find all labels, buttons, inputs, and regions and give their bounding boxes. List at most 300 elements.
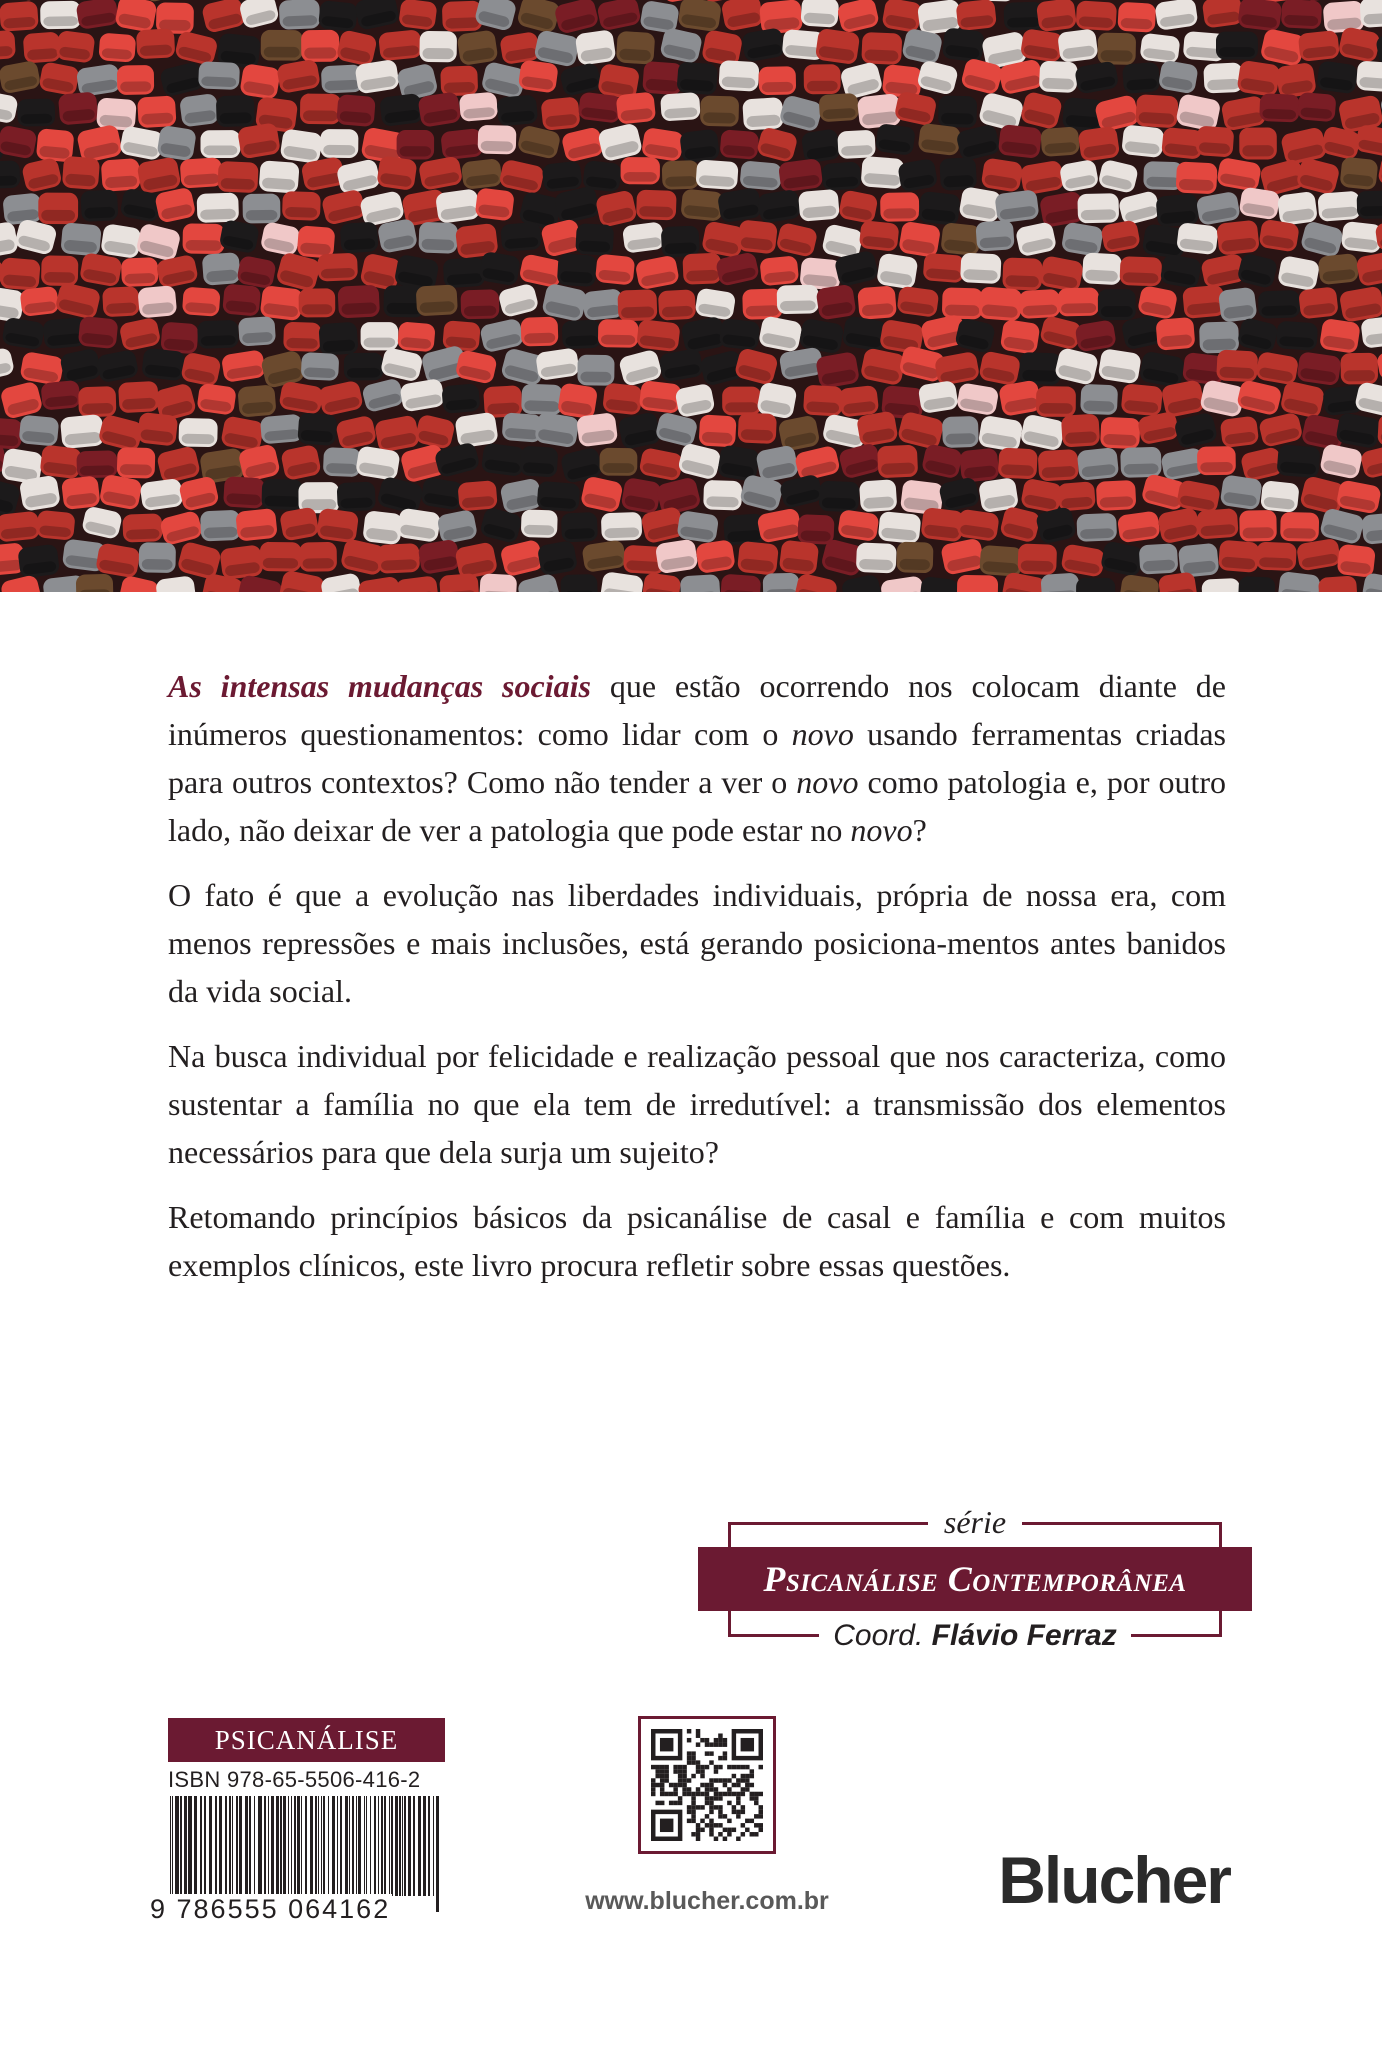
fabric-loop-shade: [578, 240, 610, 252]
blurb-text: ?: [912, 812, 927, 848]
qr-finder-center: [660, 1819, 673, 1832]
fabric-loop: [19, 475, 61, 512]
qr-module: [669, 1783, 673, 1787]
qr-module: [709, 1810, 713, 1814]
fabric-loop-shade: [619, 48, 651, 61]
qr-module: [696, 1787, 700, 1791]
fabric-loop-shade: [1146, 177, 1179, 188]
qr-module: [714, 1778, 718, 1782]
qr-module: [718, 1778, 722, 1782]
qr-module: [691, 1756, 695, 1760]
fabric-loop-shade: [1021, 560, 1054, 572]
fabric-loop-shade: [226, 493, 261, 506]
barcode-bar: [184, 1796, 187, 1896]
fabric-loop: [778, 158, 823, 192]
fabric-loop-shade: [1042, 466, 1076, 479]
qr-module: [754, 1814, 758, 1818]
barcode-bar: [399, 1796, 401, 1896]
qr-module: [714, 1805, 718, 1809]
fabric-loop: [456, 29, 498, 66]
fabric-loop: [260, 285, 304, 321]
barcode-bar: [391, 1796, 393, 1896]
blurb-paragraph-3: Na busca individual por felicidade e realização pessoal que nos caracteriza, como sustentar a família no que ela tem de irredutível: a transmissão dos elementos necessários para que dela surja um sujeito?: [168, 1038, 1226, 1170]
qr-module: [709, 1783, 713, 1787]
fabric-loop-shade: [943, 175, 974, 188]
qr-module: [700, 1819, 704, 1823]
fabric-loop-shade: [863, 496, 894, 509]
fabric-loop-shade: [746, 305, 780, 317]
barcode-bar: [349, 1796, 350, 1896]
qr-module: [723, 1792, 727, 1796]
fabric-loop-shade: [1243, 527, 1274, 538]
qr-module: [705, 1801, 709, 1805]
qr-module: [709, 1751, 713, 1755]
qr-module: [673, 1783, 677, 1787]
qr-module: [709, 1819, 713, 1823]
fabric-loop-shade: [686, 270, 719, 282]
fabric-loop-shade: [706, 496, 739, 507]
qr-module: [723, 1828, 727, 1832]
qr-module: [718, 1810, 722, 1814]
barcode-bar: [364, 1796, 365, 1896]
barcode-bar: [294, 1796, 296, 1896]
fabric-loop-shade: [762, 82, 793, 93]
barcode-bar: [389, 1796, 390, 1896]
qr-module: [727, 1828, 731, 1832]
fabric-loop: [636, 319, 681, 352]
fabric-loop-shade: [664, 242, 696, 254]
barcode-bar: [404, 1796, 406, 1896]
fabric-loop-shade: [341, 302, 377, 315]
fabric-loop-shade: [1344, 370, 1375, 381]
fabric-loop-shade: [304, 47, 336, 58]
fabric-loop: [981, 157, 1024, 192]
fabric-loop-shade: [1103, 434, 1137, 446]
fabric-loop: [454, 412, 499, 449]
barcode-bar: [310, 1796, 313, 1896]
qr-module: [691, 1792, 695, 1796]
fabric-loop-shade: [741, 429, 774, 441]
qr-module: [678, 1765, 682, 1769]
fabric-loop-shade: [945, 305, 980, 317]
qr-module: [723, 1783, 727, 1787]
qr-module: [736, 1792, 740, 1796]
fabric-loop: [76, 574, 114, 592]
fabric-loop-shade: [126, 529, 160, 540]
qr-module: [673, 1787, 677, 1791]
qr-module: [696, 1769, 700, 1773]
qr-module: [655, 1801, 659, 1805]
qr-module: [709, 1796, 713, 1800]
fabric-loop-shade: [1284, 15, 1318, 27]
woven-fabric-rug-photo: [0, 0, 1382, 592]
fabric-loop: [379, 93, 423, 127]
fabric-loop-shade: [1080, 528, 1114, 539]
barcode-bar: [194, 1796, 197, 1896]
qr-module: [696, 1729, 700, 1733]
qr-module: [700, 1774, 704, 1778]
fabric-loop: [1316, 60, 1358, 94]
qr-module: [669, 1801, 673, 1805]
qr-module: [723, 1756, 727, 1760]
fabric-loop-shade: [326, 463, 358, 474]
series-word: série: [698, 1502, 1252, 1542]
fabric-loop-shade: [1007, 17, 1040, 28]
barcode-bar: [204, 1796, 206, 1896]
coord-prefix: Coord.: [833, 1619, 924, 1652]
qr-module: [682, 1783, 686, 1787]
fabric-loop: [139, 478, 183, 511]
fabric-loop-shade: [603, 463, 635, 473]
qr-module: [714, 1792, 718, 1796]
fabric-loop: [801, 128, 841, 163]
fabric-loop-shade: [523, 462, 555, 474]
fabric-loop-shade: [444, 82, 475, 93]
qr-module: [709, 1832, 713, 1836]
fabric-loop-shade: [822, 497, 856, 509]
publisher-website[interactable]: www.blucher.com.br: [585, 1887, 829, 1915]
qr-module: [673, 1801, 677, 1805]
fabric-loop: [179, 93, 220, 127]
fabric-loop: [680, 574, 721, 592]
qr-module: [673, 1765, 677, 1769]
fabric-loop: [280, 128, 323, 164]
fabric-loop: [542, 161, 583, 193]
fabric-loop-shade: [1179, 179, 1214, 192]
barcode-bar: [384, 1796, 386, 1896]
qr-module: [727, 1801, 731, 1805]
subject-badge: PSICANÁLISE: [168, 1718, 445, 1762]
qr-module: [660, 1783, 664, 1787]
qr-module: [687, 1778, 691, 1782]
fabric-loop: [481, 443, 526, 477]
qr-module: [691, 1751, 695, 1755]
fabric-loop: [876, 253, 919, 290]
fabric-loop-shade: [420, 301, 455, 313]
qr-code-icon: [651, 1729, 763, 1841]
qr-module: [687, 1751, 691, 1755]
fabric-loop-shade: [524, 525, 554, 536]
fabric-loop-shade: [105, 175, 138, 188]
qr-module: [655, 1783, 659, 1787]
qr-module: [741, 1765, 745, 1769]
qr-module: [750, 1774, 754, 1778]
qr-module: [705, 1765, 709, 1769]
fabric-loop-shade: [702, 432, 733, 444]
qr-module: [745, 1787, 749, 1791]
qr-module: [669, 1792, 673, 1796]
fabric-loop-shade: [945, 433, 975, 445]
fabric-loop-shade: [580, 372, 611, 383]
emphasis: novo: [850, 812, 913, 848]
barcode-bar: [328, 1796, 329, 1896]
fabric-loop: [1220, 474, 1263, 510]
fabric-loop-shade: [1101, 306, 1133, 317]
qr-module: [736, 1796, 740, 1800]
barcode-bar: [301, 1796, 302, 1896]
qr-module: [736, 1837, 740, 1841]
qr-module: [651, 1792, 655, 1796]
qr-module: [687, 1760, 691, 1764]
qr-module: [727, 1832, 731, 1836]
fabric-loop-shade: [141, 112, 173, 125]
qr-module: [705, 1783, 709, 1787]
fabric-loop-shade: [264, 496, 299, 508]
qr-module: [664, 1765, 668, 1769]
fabric-loop-shade: [1100, 50, 1132, 62]
qr-module: [750, 1783, 754, 1787]
qr-module: [723, 1837, 727, 1841]
qr-module: [700, 1769, 704, 1773]
qr-module: [759, 1828, 763, 1832]
qr-module: [732, 1765, 736, 1769]
qr-module: [696, 1765, 700, 1769]
fabric-loop-shade: [323, 145, 355, 155]
fabric-loop-shade: [1360, 206, 1382, 217]
qr-module: [660, 1792, 664, 1796]
qr-module: [660, 1765, 664, 1769]
fabric-loop: [957, 575, 999, 592]
fabric-loop: [435, 188, 481, 224]
blurb-text: como patologia e, por outro lado, não deixar de ver a patologia que pode estar no: [168, 764, 1227, 848]
qr-module: [714, 1823, 718, 1827]
fabric-loop: [1220, 416, 1260, 449]
qr-module: [709, 1823, 713, 1827]
fabric-loop: [1057, 28, 1098, 63]
qr-module: [696, 1742, 700, 1746]
qr-module: [696, 1805, 700, 1809]
qr-module: [651, 1783, 655, 1787]
qr-module: [696, 1832, 700, 1836]
fabric-loop-shade: [639, 206, 673, 218]
qr-module: [727, 1765, 731, 1769]
qr-module: [655, 1774, 659, 1778]
fabric-loop: [998, 124, 1043, 159]
qr-module: [705, 1796, 709, 1800]
qr-module: [745, 1774, 749, 1778]
fabric-loop-shade: [1081, 209, 1116, 220]
qr-module: [682, 1792, 686, 1796]
fabric-loop-shade: [303, 558, 334, 569]
qr-module: [696, 1823, 700, 1827]
qr-module: [687, 1810, 691, 1814]
fabric-loop-shade: [84, 207, 115, 219]
fabric-loop-shade: [565, 335, 598, 346]
qr-module: [723, 1738, 727, 1742]
qr-module: [709, 1828, 713, 1832]
fabric-loop: [461, 158, 503, 190]
qr-module: [687, 1756, 691, 1760]
fabric-loop-shade: [201, 335, 236, 346]
blurb-paragraph-2: O fato é que a evolução nas liberdades individuais, própria de nossa era, com menos repressões e mais inclusões, está gerando posiciona-mentos antes banidos da vida social.: [168, 877, 1226, 1009]
fabric-loop-shade: [807, 81, 838, 92]
fabric-loop-shade: [387, 303, 422, 315]
qr-module: [691, 1810, 695, 1814]
fabric-loop-shade: [1121, 18, 1153, 30]
blurb-paragraph-4: Retomando princípios básicos da psicanálise de casal e família e com muitos exemplos clínicos, este livro procura refletir sobre essas questões.: [168, 1199, 1226, 1283]
barcode-bar: [297, 1796, 300, 1896]
qr-module: [714, 1765, 718, 1769]
fabric-loop-shade: [219, 112, 251, 124]
blurb-text: que estão ocorrendo nos colocam diante de inúmeros questionamentos: como lidar com o: [168, 668, 1227, 752]
qr-module: [664, 1778, 668, 1782]
fabric-loop-shade: [722, 76, 756, 88]
fabric-loop-shade: [140, 44, 172, 56]
fabric-loop-shade: [303, 110, 338, 121]
qr-module: [718, 1756, 722, 1760]
blurb-lead: As intensas mudanças sociais: [168, 668, 591, 704]
emphasis: novo: [796, 764, 859, 800]
qr-module: [745, 1828, 749, 1832]
qr-module: [682, 1769, 686, 1773]
fabric-loop-shade: [445, 17, 479, 29]
qr-module: [705, 1751, 709, 1755]
qr-module: [727, 1792, 731, 1796]
cover-photo: [0, 0, 1382, 592]
fabric-loop-shade: [725, 402, 758, 412]
qr-module: [754, 1801, 758, 1805]
qr-module: [691, 1819, 695, 1823]
qr-module: [754, 1792, 758, 1796]
qr-module: [705, 1814, 709, 1818]
qr-module: [741, 1792, 745, 1796]
fabric-loop-shade: [1061, 303, 1096, 313]
fabric-loop: [622, 221, 665, 253]
qr-module: [732, 1828, 736, 1832]
qr-module: [723, 1778, 727, 1782]
fabric-loop-shade: [421, 239, 454, 251]
qr-module: [741, 1787, 745, 1791]
fabric-loop-shade: [524, 400, 559, 412]
qr-module: [705, 1823, 709, 1827]
fabric-loop-shade: [204, 527, 238, 539]
fabric-loop-shade: [142, 559, 173, 570]
fabric-loop: [1236, 60, 1280, 97]
barcode-bar: [315, 1796, 317, 1896]
barcode-bar: [433, 1796, 434, 1896]
fabric-loop: [1077, 126, 1120, 162]
fabric-loop-shade: [321, 268, 355, 279]
barcode-bar: [340, 1796, 342, 1896]
qr-module: [682, 1774, 686, 1778]
fabric-loop-shade: [800, 530, 831, 542]
fabric-loop-shade: [304, 367, 336, 378]
emphasis: novo: [791, 716, 854, 752]
qr-module: [691, 1760, 695, 1764]
fabric-loop-shade: [400, 146, 432, 156]
fabric-loop-shade: [1203, 339, 1237, 351]
qr-module: [754, 1832, 758, 1836]
qr-module: [691, 1796, 695, 1800]
qr-module: [759, 1792, 763, 1796]
fabric-loop-shade: [481, 141, 513, 152]
qr-module: [687, 1787, 691, 1791]
blurb-text: usando ferramentas criadas para outros contextos? Como não tender a ver o: [168, 716, 1227, 800]
qr-module: [736, 1801, 740, 1805]
fabric-loop: [55, 30, 95, 64]
fabric-loop-shade: [841, 145, 873, 156]
qr-module: [750, 1832, 754, 1836]
fabric-loop: [1238, 576, 1276, 592]
fabric-loop: [239, 63, 281, 100]
fabric-loop-shade: [560, 271, 593, 284]
fabric-loop-shade: [883, 208, 916, 219]
qr-module: [687, 1738, 691, 1742]
qr-module: [745, 1765, 749, 1769]
barcode-bar: [332, 1796, 335, 1896]
fabric-loop: [578, 92, 623, 124]
fabric-loop-shade: [41, 210, 75, 221]
barcode-bar: [215, 1796, 217, 1896]
fabric-loop-shade: [1005, 275, 1039, 287]
qr-module: [723, 1814, 727, 1818]
qr-finder-center: [660, 1738, 673, 1751]
qr-module: [696, 1837, 700, 1841]
fabric-loop-shade: [621, 306, 654, 318]
fabric-loop-shade: [1138, 112, 1174, 125]
fabric-loop-shade: [1123, 272, 1159, 283]
fabric-loop-shade: [1124, 463, 1159, 475]
publisher-logo: Blucher: [998, 1843, 1230, 1917]
fabric-loop-shade: [804, 12, 836, 24]
fabric-loop-shade: [703, 112, 736, 123]
fabric-loop-shade: [624, 172, 657, 182]
fabric-loop-shade: [44, 272, 75, 283]
fabric-loop-shade: [662, 306, 693, 318]
qr-module: [741, 1805, 745, 1809]
fabric-loop: [1139, 33, 1180, 64]
qr-module: [732, 1810, 736, 1814]
qr-module: [651, 1778, 655, 1782]
qr-module: [736, 1814, 740, 1818]
qr-module: [678, 1783, 682, 1787]
barcode-bar: [225, 1796, 227, 1896]
qr-module: [741, 1810, 745, 1814]
qr-module: [700, 1805, 704, 1809]
qr-module: [714, 1742, 718, 1746]
qr-module: [718, 1814, 722, 1818]
qr-module: [718, 1792, 722, 1796]
qr-module: [709, 1805, 713, 1809]
qr-module: [714, 1787, 718, 1791]
barcode-bar: [395, 1796, 398, 1896]
fabric-loop-shade: [963, 269, 998, 281]
qr-module: [736, 1783, 740, 1787]
qr-module: [682, 1765, 686, 1769]
fabric-loop: [156, 125, 196, 162]
qr-module: [651, 1787, 655, 1791]
fabric-loop-shade: [264, 47, 300, 58]
qr-module: [741, 1774, 745, 1778]
series-label-block: [698, 1502, 1252, 1656]
barcode-bar: [180, 1796, 182, 1896]
fabric-loop: [1000, 319, 1041, 355]
barcode-bar: [239, 1796, 242, 1896]
qr-module: [700, 1783, 704, 1787]
qr-module: [660, 1769, 664, 1773]
fabric-loop: [639, 380, 682, 414]
qr-module: [691, 1774, 695, 1778]
qr-code-frame[interactable]: [638, 1716, 776, 1854]
qr-module: [759, 1805, 763, 1809]
fabric-loop-shade: [564, 528, 594, 539]
barcode-bar: [352, 1796, 354, 1896]
fabric-loop-shade: [1200, 462, 1233, 473]
barcode-bar: [428, 1796, 430, 1896]
barcode-bar: [291, 1796, 292, 1896]
fabric-loop-shade: [263, 558, 298, 569]
barcode-bar: [229, 1796, 231, 1896]
